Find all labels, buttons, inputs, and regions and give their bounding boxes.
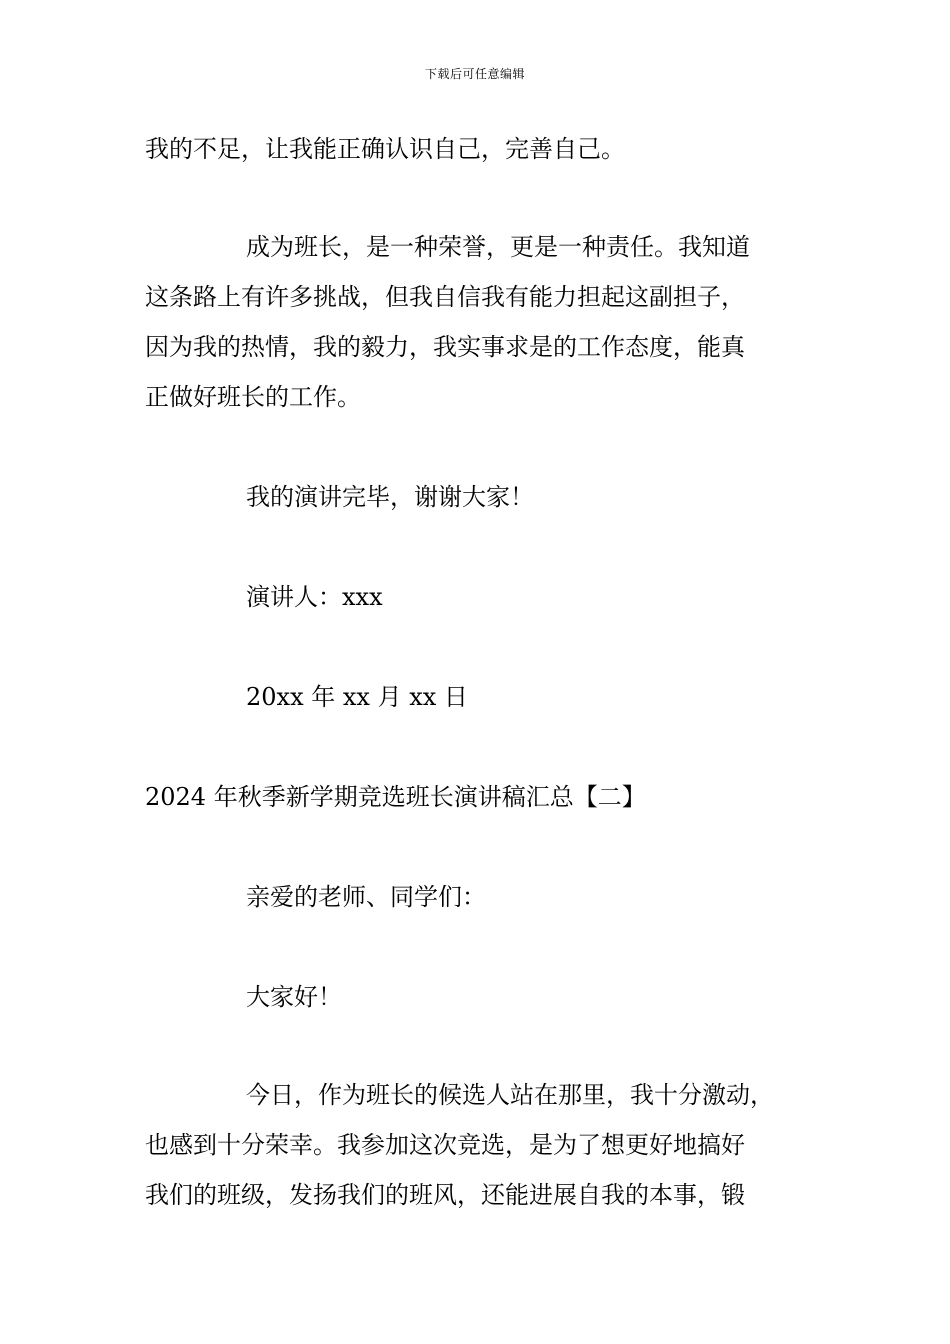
paragraph-line: 也感到十分荣幸。我参加这次竞选，是为了想更好地搞好 bbox=[145, 1131, 745, 1159]
greeting-line: 大家好！ bbox=[246, 983, 342, 1011]
paragraph-line: 因为我的热情，我的毅力，我实事求是的工作态度，能真 bbox=[145, 333, 745, 361]
paragraph-line: 这条路上有许多挑战，但我自信我有能力担起这副担子， bbox=[145, 283, 745, 311]
paragraph-line: 我们的班级，发扬我们的班风，还能进展自我的本事，锻 bbox=[145, 1181, 745, 1209]
paragraph-line: 正做好班长的工作。 bbox=[145, 383, 361, 411]
paragraph-line: 成为班长，是一种荣誉，更是一种责任。我知道 bbox=[246, 233, 750, 261]
paragraph-line: 我的不足，让我能正确认识自己，完善自己。 bbox=[145, 135, 625, 163]
salutation-line: 亲爱的老师、同学们： bbox=[246, 883, 486, 911]
section-title: 2024 年秋季新学期竞选班长演讲稿汇总【二】 bbox=[145, 783, 646, 811]
closing-line: 我的演讲完毕，谢谢大家！ bbox=[246, 483, 534, 511]
speaker-line: 演讲人：xxx bbox=[246, 583, 383, 611]
date-line: 20xx 年 xx 月 xx 日 bbox=[246, 683, 468, 711]
page-header: 下载后可任意编辑 bbox=[424, 67, 525, 81]
paragraph-line: 今日，作为班长的候选人站在那里，我十分激动， bbox=[246, 1081, 774, 1109]
